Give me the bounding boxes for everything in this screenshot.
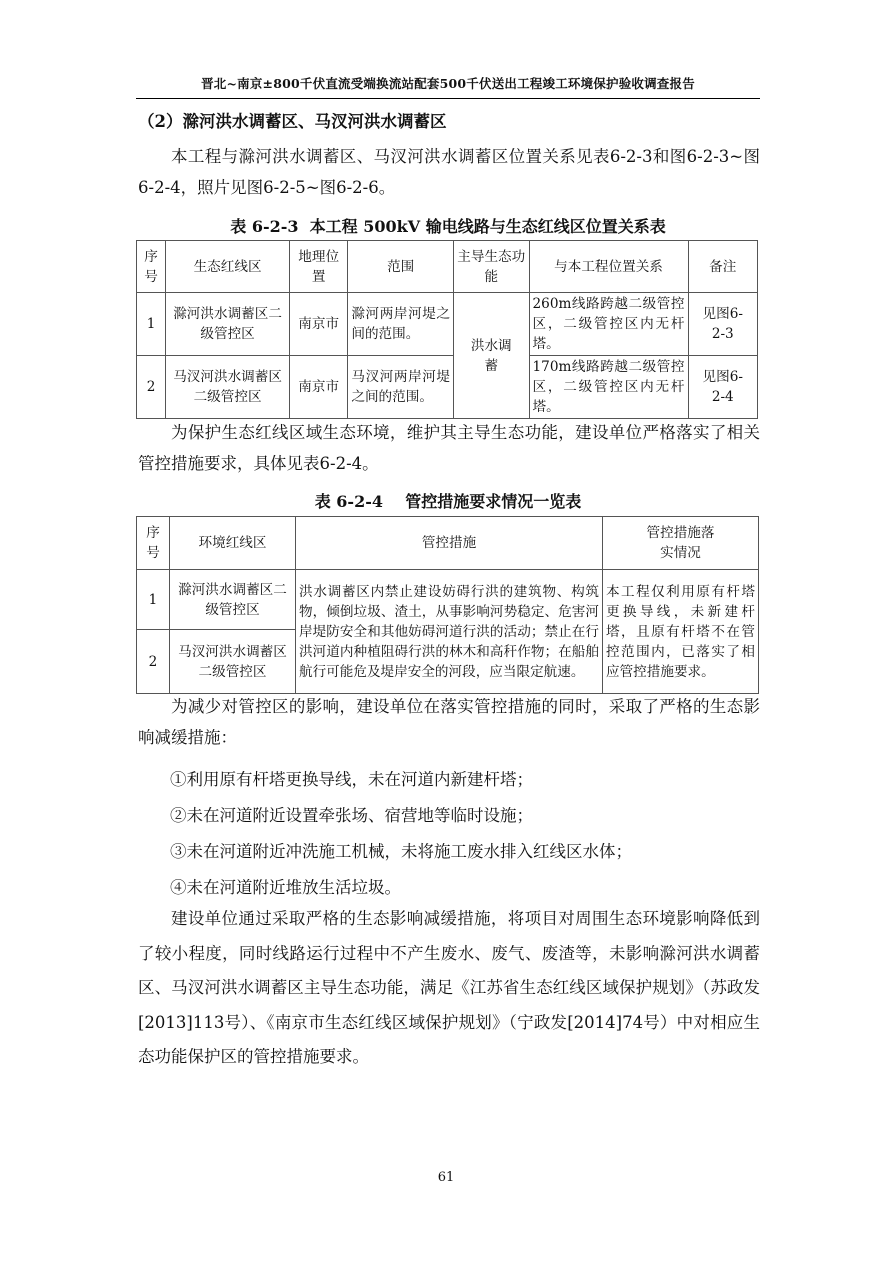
table1-header-relation: 与本工程位置关系 bbox=[529, 241, 688, 293]
table-row bbox=[137, 356, 758, 419]
table1-cell-zone: 滁河洪水调蓄区二级管控区 bbox=[166, 293, 290, 356]
conclusion-paragraph: 建设单位通过采取严格的生态影响减缓措施，将项目对周围生态环境影响降低到了较小程度，同时线路运行过程中不产生废水、废气、废渣等，未影响滁河洪水调蓄区、马汊河洪水调蓄区主导生态功能，满足《江苏省生态红线区域保护规划》（苏政发[2013]113号）、《南京市生态红线区域保护规划》（宁政发[2014]74号）中对相应生态功能保护区的管控措施要求。 bbox=[138, 909, 760, 1066]
table-row bbox=[137, 293, 758, 356]
table2-cell-zone: 滁河洪水调蓄区二级管控区 bbox=[170, 570, 296, 630]
table2-header-row bbox=[137, 517, 759, 570]
table1-cell-no: 2 bbox=[137, 356, 166, 419]
table-intro-paragraph: 为保护生态红线区域生态环境，维护其主导生态功能，建设单位严格落实了相关管控措施要求，具体见表6-2-4。 bbox=[138, 423, 760, 473]
table1-cell-remark: 见图6-2-4 bbox=[688, 356, 757, 419]
running-header: 晋北~南京±800千伏直流受端换流站配套500千伏送出工程竣工环境保护验收调查报告 bbox=[201, 76, 695, 91]
section-heading: （2）滁河洪水调蓄区、马汊河洪水调蓄区 bbox=[138, 112, 447, 131]
table1-cell-zone: 马汊河洪水调蓄区二级管控区 bbox=[166, 356, 290, 419]
table2-cell-zone: 马汊河洪水调蓄区二级管控区 bbox=[170, 630, 296, 694]
table1-cell-no: 1 bbox=[137, 293, 166, 356]
table1-header-zone: 生态红线区 bbox=[166, 241, 290, 293]
table1-cell-location: 南京市 bbox=[289, 356, 347, 419]
table2-cell-status: 本工程仅利用原有杆塔更换导线，未新建杆塔，且原有杆塔不在管控范围内，已落实了相应管控措施要求。 bbox=[603, 570, 759, 694]
page-number: 61 bbox=[437, 1170, 455, 1185]
list-item: ①利用原有杆塔更换导线，未在河道内新建杆塔； bbox=[170, 770, 533, 789]
table1-cell-location: 南京市 bbox=[289, 293, 347, 356]
intro-paragraph: 本工程与滁河洪水调蓄区、马汊河洪水调蓄区位置关系见表6-2-3和图6-2-3~图6-2-4，照片见图6-2-5~图6-2-6。 bbox=[138, 147, 760, 197]
table1-cell-relation: 170m线路跨越二级管控区，二级管控区内无杆塔。 bbox=[529, 356, 688, 419]
list-item: ②未在河道附近设置牵张场、宿营地等临时设施； bbox=[170, 806, 533, 825]
mitigation-intro-paragraph: 为减少对管控区的影响，建设单位在落实管控措施的同时，采取了严格的生态影响减缓措施： bbox=[138, 697, 760, 747]
table1-cell-range: 滁河两岸河堤之间的范围。 bbox=[348, 293, 454, 356]
table1-cell-relation: 260m线路跨越二级管控区，二级管控区内无杆塔。 bbox=[529, 293, 688, 356]
table-row bbox=[137, 570, 759, 630]
table2-header-measures: 管控措施 bbox=[296, 517, 603, 570]
table2-cell-measures: 洪水调蓄区内禁止建设妨碍行洪的建筑物、构筑物，倾倒垃圾、渣土，从事影响河势稳定、危害河岸堤防安全和其他妨碍河道行洪的活动；禁止在行洪河道内种植阻碍行洪的林木和高秆作物；在船舶航行可能危及堤岸安全的河段，应当限定航速。 bbox=[296, 570, 603, 694]
table1-header-no: 序号 bbox=[137, 241, 166, 293]
table1-cell-function: 洪水调蓄 bbox=[454, 293, 529, 419]
table2-header-zone: 环境红线区 bbox=[170, 517, 296, 570]
table2-header-no: 序号 bbox=[137, 517, 170, 570]
table1-caption: 表 6-2-3 本工程 500kV 输电线路与生态红线区位置关系表 bbox=[230, 217, 666, 236]
table2-cell-no: 2 bbox=[137, 630, 170, 694]
table1-cell-remark: 见图6-2-3 bbox=[688, 293, 757, 356]
list-item: ③未在河道附近冲洗施工机械，未将施工废水排入红线区水体； bbox=[170, 842, 632, 861]
table2-caption: 表 6-2-4 管控措施要求情况一览表 bbox=[314, 492, 582, 511]
table1 bbox=[136, 240, 758, 419]
table2-cell-no: 1 bbox=[137, 570, 170, 630]
table1-header-remark: 备注 bbox=[688, 241, 757, 293]
table2-header-status: 管控措施落实情况 bbox=[603, 517, 759, 570]
table2 bbox=[136, 516, 759, 694]
table1-header-row bbox=[137, 241, 758, 293]
table1-header-range: 范围 bbox=[348, 241, 454, 293]
table1-cell-range: 马汊河两岸河堤之间的范围。 bbox=[348, 356, 454, 419]
table1-header-function: 主导生态功能 bbox=[454, 241, 529, 293]
header-rule bbox=[136, 98, 760, 99]
list-item: ④未在河道附近堆放生活垃圾。 bbox=[170, 878, 401, 897]
table1-header-location: 地理位置 bbox=[289, 241, 347, 293]
